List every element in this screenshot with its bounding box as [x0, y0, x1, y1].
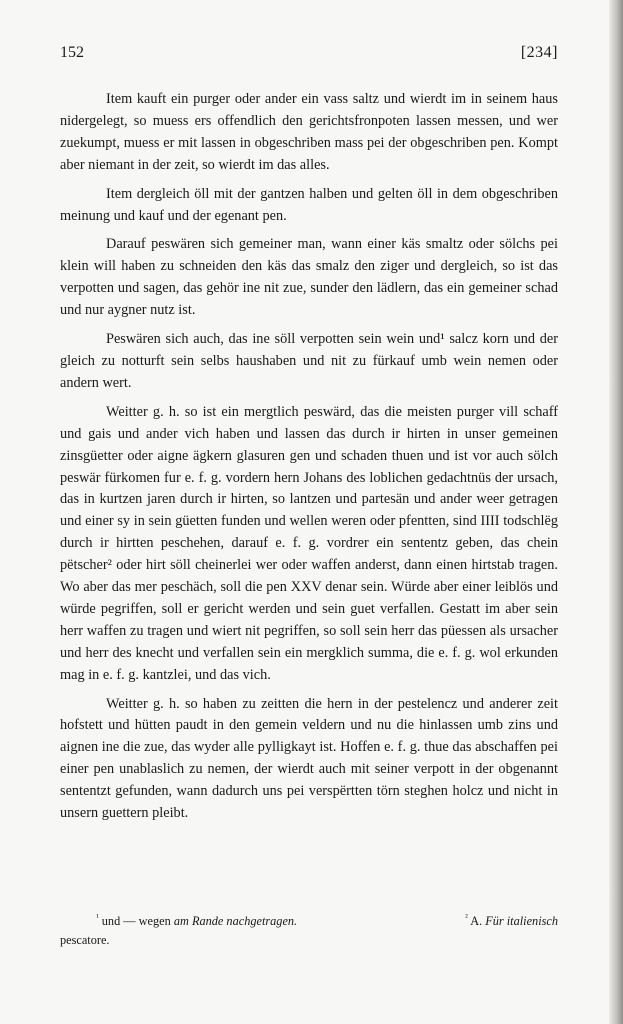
paragraph: Item kauft ein purger oder ander ein vass saltz und wierdt im in seinem haus nidergelegt, so muess ers offendlich den gerichtsfronpoten lassen messen, und wer zuekumpt, muess er mit lassen in obgeschriben mass pei der obgeschriben pen. Kompt aber niemant in der zeit, so wierdt im das alles.: [60, 91, 558, 173]
page-number: 152: [60, 44, 84, 61]
paragraph: Weitter g. h. so haben zu zeitten die hern in der pestelencz und anderer zeit hofstett und hütten paudt in den gemein veldern und nu die hinlassen umb zins und aignen ine die zue, das wyder alle pylligkayt ist. Hoffen e. f. g. thue das abschaffen pei einer pen unablaslich zu nemen, der wierdt auch mit seiner verpott in der obgenannt sententzt gefunden, wann dadurch uns pei verspërtten törn steghen holcz und nicht in unsern guettern pleibt.: [60, 695, 558, 822]
paragraph: Peswären sich auch, das ine söll verpotten sein wein und¹ salcz korn und der gleich zu notturft sein selbs haushaben und nit zu fürkauf umb wein nemen oder andern wert.: [60, 331, 558, 391]
footnote-2: [465, 912, 558, 931]
bracket-page-number: [234]: [520, 44, 558, 61]
footnotes: [60, 912, 558, 950]
page-header: [60, 44, 558, 62]
footnote-line: [60, 912, 558, 931]
footnote-1-text: und — wegen: [101, 914, 171, 928]
paragraph: Darauf peswären sich gemeiner man, wann einer käs smaltz oder sölchs pei klein will haben zu schneiden den käs das smalz den ziger und dergleich, so ist das verpotten und sagen, das gehör ine nit zue, sunder den lädlern, das ein gemeiner schad und nur aygner nutz ist.: [60, 236, 558, 319]
footnote-2-text: A.: [470, 914, 483, 928]
footnote-1-marker: ¹: [96, 912, 99, 922]
footnote-1-italic: am Rande nachgetragen.: [173, 914, 298, 928]
body-text: [60, 89, 558, 832]
footnote-2-continuation: pescatore.: [60, 933, 110, 947]
paragraph: Item dergleich öll mit der gantzen halben und gelten öll in dem obgeschriben meinung und kauf und der egenant pen.: [60, 185, 558, 224]
footnote-2-marker: ²: [465, 912, 468, 922]
footnote-2-italic: Für italienisch: [485, 914, 558, 928]
footnote-1: [96, 912, 297, 931]
paragraph: Weitter g. h. so ist ein mergtlich peswärd, das die meisten purger vill schaff und gais und ander vich haben und lassen das durch ir hirten in unser gemeinen zinsgüetter oder aigne ägkern glasuren gen und schaden thuen und ist vor auch sölch peswär fürkomen fur e. f. g. vordern hern Johans des loblichen gedachtnüs der ursach, das in kurtzen jaren durch ir hirten, so lantzen und partesän und ander weer getragen und einer sy in sein güetten funden und wellen weren oder pfentten, sind IIII todschlëg durch ir hirtten peschehen, darauf e. f. g. vordrer ein sententz geben, das chein pëtscher² oder hirt söll cheinerlei wer oder waffen anderst, dann einen hirtstab tragen. Wo aber das mer peschäch, soll die pen XXV denar sein. Würde aber einer leiblös und würde pegriffen, soll er gericht werden und sein guet verfallen. Gestatt im aber sein herr waffen zu tragen und wiert nit pegriffen, so soll sein herr das püessen als ursacher und herr des knecht und verfallen sein ein mergklich summa, die e. f. g. wol erkunden mag in e. f. g. kantzlei, und das vich.: [60, 403, 558, 683]
page-edge: [609, 0, 623, 1024]
